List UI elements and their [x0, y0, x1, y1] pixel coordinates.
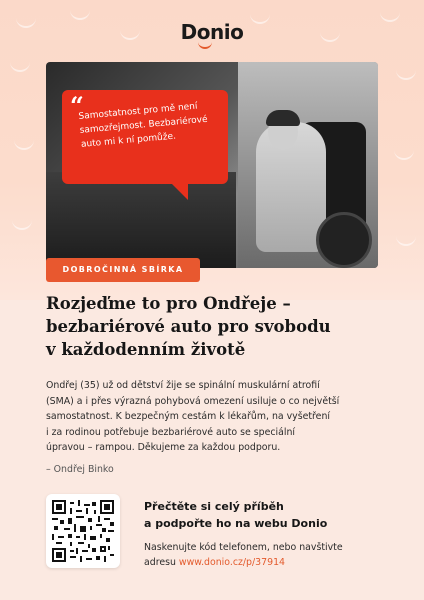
story-text — [46, 378, 386, 456]
donio-logo: Donio — [180, 20, 244, 44]
cta-sub-line: Naskenujte kód telefonem, nebo navštivte — [144, 542, 343, 553]
story-line: i za rodinou potřebuje bezbariérové auto se speciální — [46, 426, 296, 438]
author-signature: – Ondřej Binko — [46, 464, 114, 475]
cta-sub-line — [144, 555, 394, 570]
qr-code-icon — [52, 500, 114, 562]
cta-title-line: Přečtěte si celý příběh — [144, 500, 284, 513]
cta-title — [144, 498, 384, 532]
story-line: Ondřej (35) už od dětství žije se spinální muskulární atrofií — [46, 380, 320, 391]
story-line: úpravou – rampou. Děkujeme za každou podporu. — [46, 442, 281, 453]
cta-sub-prefix: adresu — [144, 557, 179, 568]
campaign-tag: DOBROČINNÁ SBÍRKA — [46, 258, 200, 282]
story-line: samostatnost. K bezpečným cestám k lékařům, na vyšetření — [46, 411, 330, 422]
quote-bubble-tail — [170, 182, 188, 200]
story-line: (SMA) a i přes výrazná pohybová omezení usiluje o co největší — [46, 395, 340, 407]
cta-title-line: a podpořte ho na webu Donio — [144, 517, 328, 530]
quote-text: Samostatnost pro mě není samozřejmost. Bezbariérové auto mi k ní pomůže. — [78, 101, 209, 150]
page-title — [46, 292, 386, 361]
title-line: bezbariérové auto pro svobodu — [46, 317, 331, 336]
cta-instructions — [144, 540, 394, 570]
title-line: Rozjeďme to pro Ondřeje – — [46, 294, 291, 313]
title-line: v každodenním životě — [46, 340, 246, 359]
qr-code[interactable] — [46, 494, 120, 568]
donio-link[interactable]: www.donio.cz/p/37914 — [178, 557, 285, 568]
quote-icon: “ — [70, 91, 84, 120]
